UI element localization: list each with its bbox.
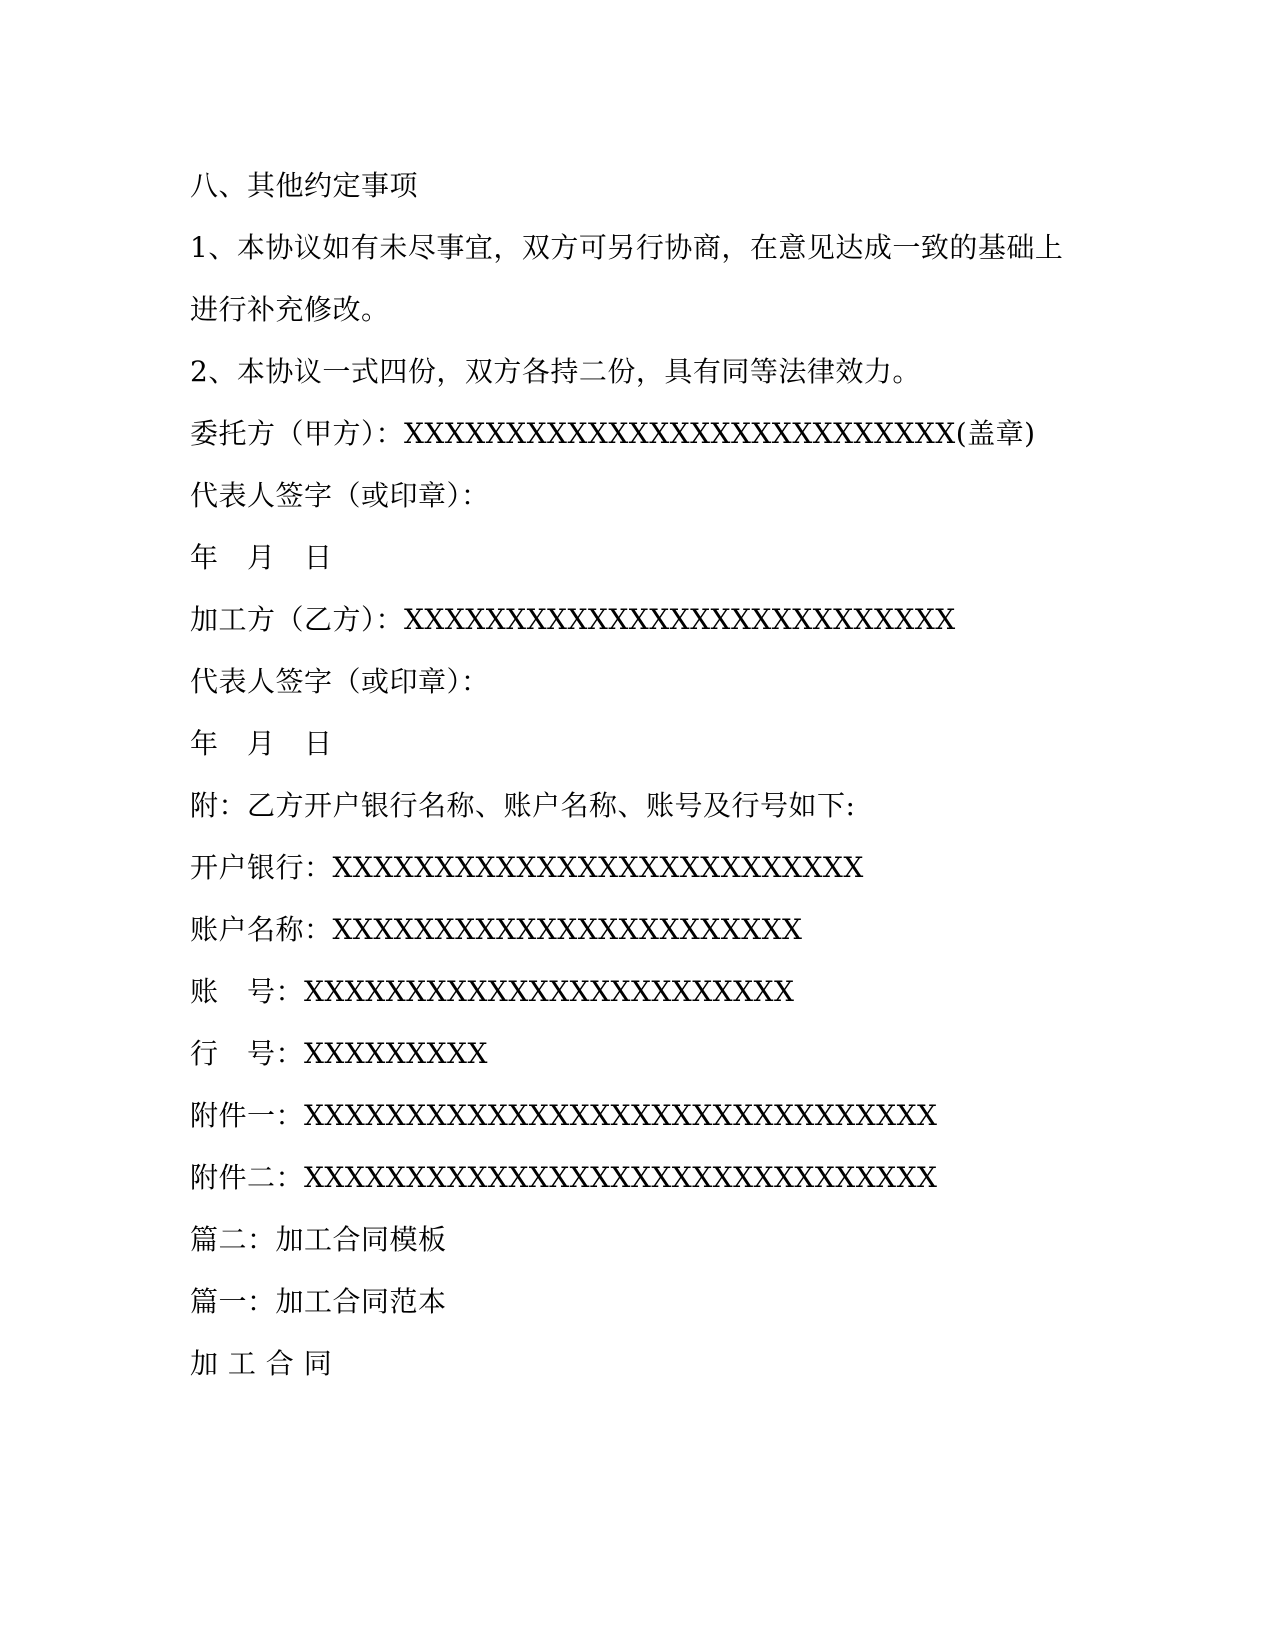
article-2-title: 篇二：加工合同模板 — [190, 1223, 447, 1256]
article-1-title: 篇一：加工合同范本 — [190, 1285, 447, 1318]
party-b-date: 年 月 日 — [190, 727, 333, 760]
section-heading-other-terms: 八、其他约定事项 — [190, 169, 419, 202]
clause-1-line-1: 1、本协议如有未尽事宜，双方可另行协商，在意见达成一致的基础上 — [190, 231, 1064, 264]
bank-name: 开户银行：XXXXXXXXXXXXXXXXXXXXXXXXXX — [190, 851, 864, 884]
party-a-name: 委托方（甲方）：XXXXXXXXXXXXXXXXXXXXXXXXXXX(盖章) — [190, 417, 1036, 450]
bank-info-heading: 附：乙方开户银行名称、账户名称、账号及行号如下: — [190, 789, 856, 822]
party-b-signature: 代表人签字（或印章）： — [190, 665, 490, 698]
contract-title: 加 工 合 同 — [190, 1347, 333, 1380]
bank-code: 行 号：XXXXXXXXX — [190, 1037, 488, 1070]
attachment-2: 附件二：XXXXXXXXXXXXXXXXXXXXXXXXXXXXXXX — [190, 1161, 938, 1194]
attachment-1: 附件一：XXXXXXXXXXXXXXXXXXXXXXXXXXXXXXX — [190, 1099, 938, 1132]
party-a-date: 年 月 日 — [190, 541, 333, 574]
party-a-signature: 代表人签字（或印章）： — [190, 479, 490, 512]
account-name: 账户名称：XXXXXXXXXXXXXXXXXXXXXXX — [190, 913, 803, 946]
party-b-name: 加工方（乙方）：XXXXXXXXXXXXXXXXXXXXXXXXXXX — [190, 603, 956, 636]
document-body — [190, 155, 1090, 1395]
clause-2: 2、本协议一式四份，双方各持二份，具有同等法律效力。 — [190, 355, 921, 388]
clause-1-line-2: 进行补充修改。 — [190, 293, 390, 326]
account-number: 账 号：XXXXXXXXXXXXXXXXXXXXXXXX — [190, 975, 795, 1008]
